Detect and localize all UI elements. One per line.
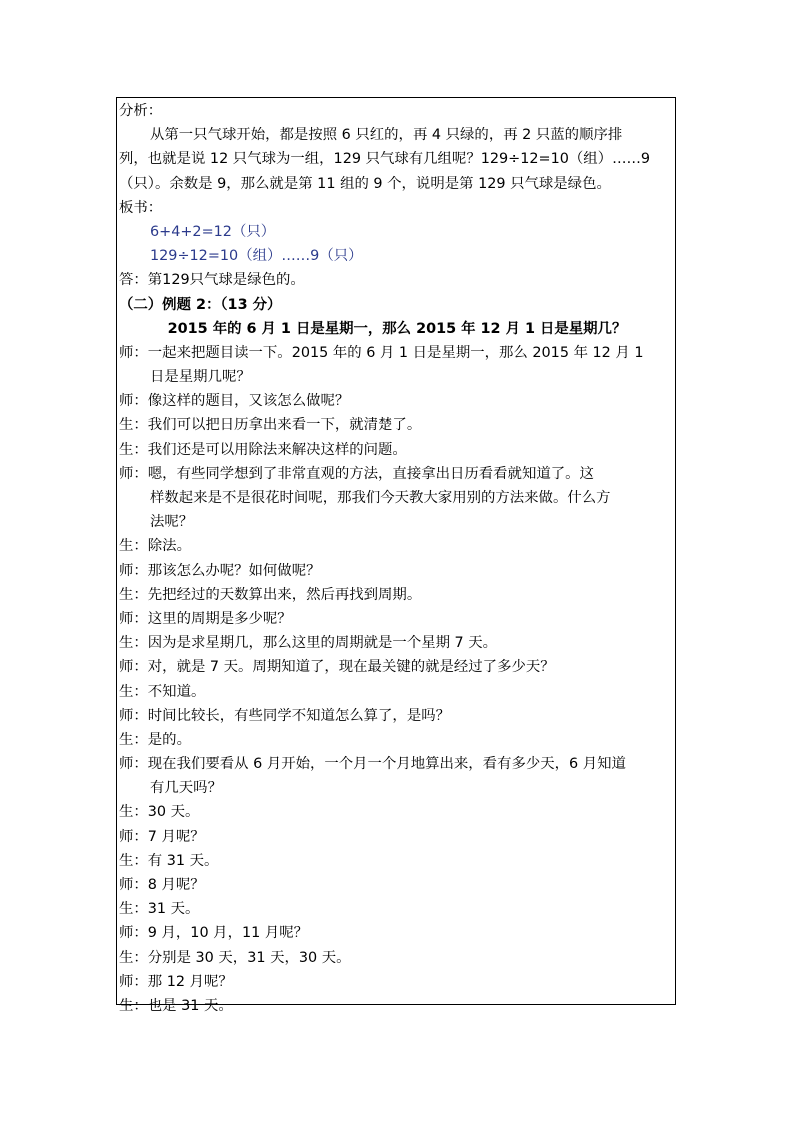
text-line: 6+4+2=12（只）: [150, 223, 276, 240]
text-line: 答：第129只气球是绿色的。: [119, 272, 305, 289]
text-line: 法呢？: [150, 514, 194, 531]
text-line: 生：有 31 天。: [119, 852, 219, 869]
text-line: （二）例题 2：（13 分）: [119, 296, 282, 313]
text-line: 生：也是 31 天。: [119, 997, 233, 1014]
text-line: 2015 年的 6 月 1 日是星期一，那么 2015 年 12 月 1 日是星期几？: [167, 320, 627, 337]
text-line: 生：除法。: [119, 538, 191, 555]
text-line: 生：分别是 30 天，31 天，30 天。: [119, 949, 351, 966]
text-line: 129÷12=10（组）……9（只）: [150, 248, 363, 265]
text-line: 师：7 月呢？: [119, 828, 205, 845]
text-line: 师：一起来把题目读一下。2015 年的 6 月 1 日是星期一，那么 2015 年 12 月 1: [119, 344, 644, 361]
text-line: 师：嗯，有些同学想到了非常直观的方法，直接拿出日历看看就知道了。这: [119, 465, 594, 482]
text-line: 师：对，就是 7 天。周期知道了，现在最关键的就是经过了多少天？: [119, 659, 555, 676]
text-line: 生：先把经过的天数算出来，然后再找到周期。: [119, 586, 422, 603]
text-line: （只）。余数是 9，那么就是第 11 组的 9 个，说明是第 129 只气球是绿色。: [119, 175, 611, 192]
text-line: 师：8 月呢？: [119, 877, 205, 893]
text-line: 师：时间比较长，有些同学不知道怎么算了，是吗？: [119, 707, 450, 724]
text-line: 师：现在我们要看从 6 月开始，一个月一个月地算出来，看有多少天，6 月知道: [119, 756, 626, 773]
text-line: 师：9 月，10 月，11 月呢？: [119, 925, 309, 942]
text-line: 生：因为是求星期几，那么这里的周期就是一个星期 7 天。: [119, 635, 498, 652]
text-line: 生：我们可以把日历拿出来看一下，就清楚了。: [119, 417, 422, 434]
text-line: 生：是的。: [119, 731, 191, 748]
text-line: 日是星期几呢？: [150, 369, 251, 386]
text-line: 生：31 天。: [119, 901, 200, 918]
text-line: 师：这里的周期是多少呢？: [119, 610, 292, 627]
text-line: 板书：: [119, 199, 163, 216]
text-line: 师：像这样的题目，又该怎么做呢？: [119, 393, 350, 410]
text-line: 生：我们还是可以用除法来解决这样的问题。: [119, 441, 407, 458]
text-line: 生：不知道。: [119, 683, 206, 700]
text-line: 有几天吗？: [150, 780, 222, 797]
text-line: 分析：: [119, 103, 163, 119]
text-line: 师：那该怎么办呢？如何做呢？: [119, 562, 321, 579]
text-line: 从第一只气球开始，都是按照 6 只红的，再 4 只绿的，再 2 只蓝的顺序排: [150, 127, 623, 144]
lesson-transcript: [119, 99, 675, 1018]
text-line: 列，也就是说 12 只气球为一组，129 只气球有几组呢？129÷12=10（组）……9: [119, 151, 651, 168]
text-line: 样数起来是不是很花时间呢，那我们今天教大家用别的方法来做。什么方: [150, 490, 611, 506]
text-line: 师：那 12 月呢？: [119, 973, 233, 990]
text-line: 生：30 天。: [119, 804, 200, 821]
